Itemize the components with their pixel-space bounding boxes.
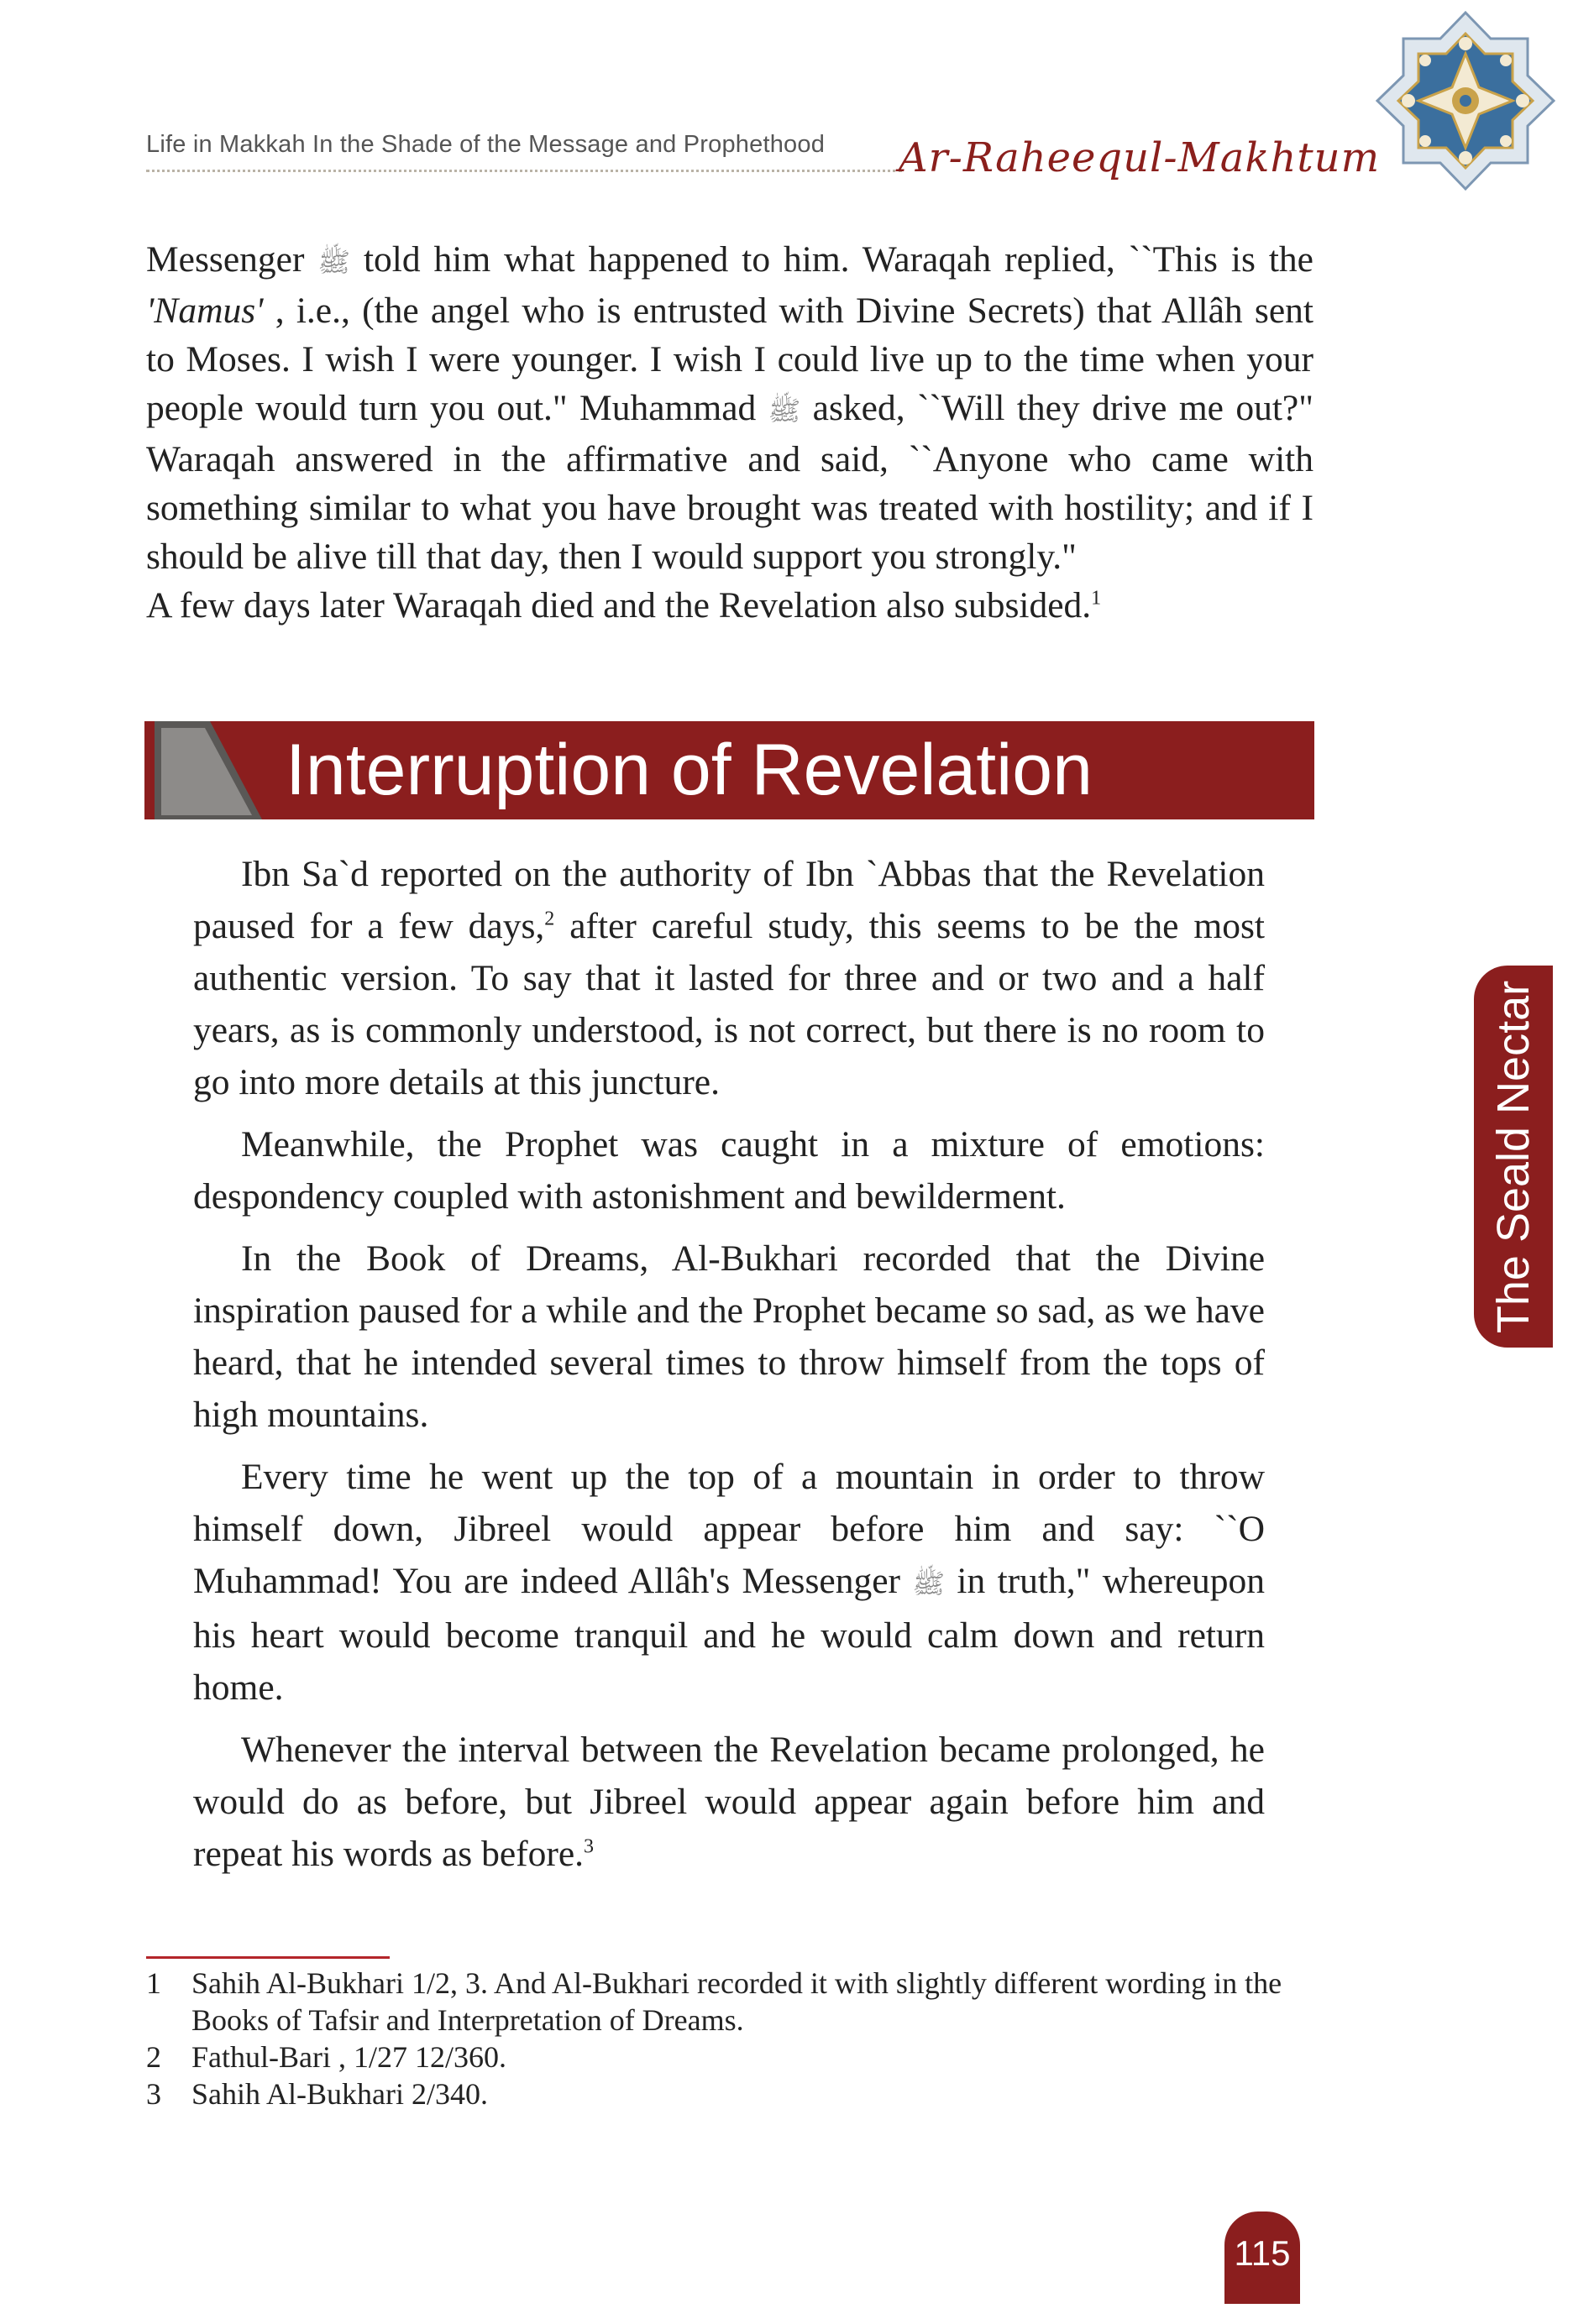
text-run: , i.e., (the angel who is entrusted with Divine Secrets) that Allâh sent to Moses. I wish I were younger. I wish I could live up to the time when your people would turn you out." Muhammad (146, 290, 1313, 428)
body-paragraph (193, 1451, 1265, 1714)
text-run: after careful study, this seems to be the most authentic version. To say that it lasted for three and or two and a half years, as is commonly understood, is not correct, but there is no room to go into more details at this juncture. (193, 906, 1266, 1102)
body-paragraph (193, 848, 1265, 1108)
namus-term: 'Namus' (146, 290, 264, 331)
footnote-text: Sahih Al-Bukhari 2/340. (191, 2077, 488, 2111)
header-dotted-rule (146, 170, 902, 172)
decorative-ornament-icon (1361, 8, 1570, 202)
footnote-text: Sahih Al-Bukhari 1/2, 3. And Al-Bukhari recorded it with slightly different wording in the Books of Tafsir and Interpretation of Dreams. (191, 1966, 1282, 2037)
honorific-symbol: ﷺ (768, 395, 801, 426)
body-text (193, 848, 1265, 1890)
footnote-ref: 2 (544, 908, 555, 930)
body-paragraph: Meanwhile, the Prophet was caught in a mixture of emotions: despondency coupled with astonishment and bewilderment. (193, 1124, 1265, 1217)
text-run: asked, ``Will they drive me out?" Waraqah answered in the affirmative and said, ``Anyone who came with something similar to what you have brought was treated with hostility; and if I should be alive till that day, then I would support you strongly." (146, 388, 1313, 577)
intro-paragraph (146, 235, 1313, 581)
honorific-symbol: ﷺ (317, 247, 351, 277)
footnote-number: 3 (146, 2077, 161, 2111)
footnote-number: 2 (146, 2040, 161, 2074)
footnote-ref: 1 (1091, 587, 1102, 610)
footnote-ref: 3 (584, 1835, 595, 1858)
text-run: in truth," whereupon his heart would become tranquil and he would calm down and return home. (193, 1561, 1266, 1708)
text-run: Messenger (146, 239, 318, 280)
text-run: Ibn Sa`d reported on the authority of Ibn `Abbas that the Revelation paused for a few days, (193, 854, 1265, 946)
intro-paragraph (146, 581, 1313, 630)
page-number: 115 (1234, 2233, 1291, 2273)
book-title-script: Ar-Raheequl-Makhtum (899, 134, 1381, 181)
section-banner (144, 721, 1314, 819)
intro-text (146, 235, 1313, 630)
footnote-text: Fathul-Bari , 1/27 12/360. (191, 2040, 506, 2074)
text-run: Whenever the interval between the Revelation became prolonged, he would do as before, but Jibreel would appear again before him and repeat his words as before. (193, 1730, 1265, 1874)
body-paragraph: In the Book of Dreams, Al-Bukhari recorded that the Divine inspiration paused for a while and the Prophet became so sad, as we have heard, that he intended several times to throw himself from the tops of high mountains. (193, 1238, 1265, 1435)
banner-triangle-icon (144, 721, 270, 819)
footnote-rule (146, 1956, 390, 1959)
footnote (146, 1965, 1315, 2039)
text-run: Every time he went up the top of a mountain in order to throw himself down, Jibreel would appear before him and say: ``O Muhammad! You are indeed Allâh's Messenger (193, 1457, 1265, 1601)
running-header: Life in Makkah In the Shade of the Message and Prophethood (146, 131, 826, 158)
text-run: told him what happened to him. Waraqah replied, ``This is the (350, 239, 1313, 280)
section-title: Interruption of Revelation (286, 730, 1093, 810)
footnotes (146, 1965, 1315, 2112)
honorific-symbol: ﷺ (912, 1568, 946, 1599)
body-paragraph (193, 1724, 1265, 1880)
text-run: A few days later Waraqah died and the Revelation also subsided. (146, 585, 1092, 625)
footnote (146, 2039, 1315, 2075)
footnote (146, 2075, 1315, 2112)
side-tab-label: The Seald Nectar (1488, 980, 1539, 1334)
footnote-number: 1 (146, 1966, 161, 2000)
